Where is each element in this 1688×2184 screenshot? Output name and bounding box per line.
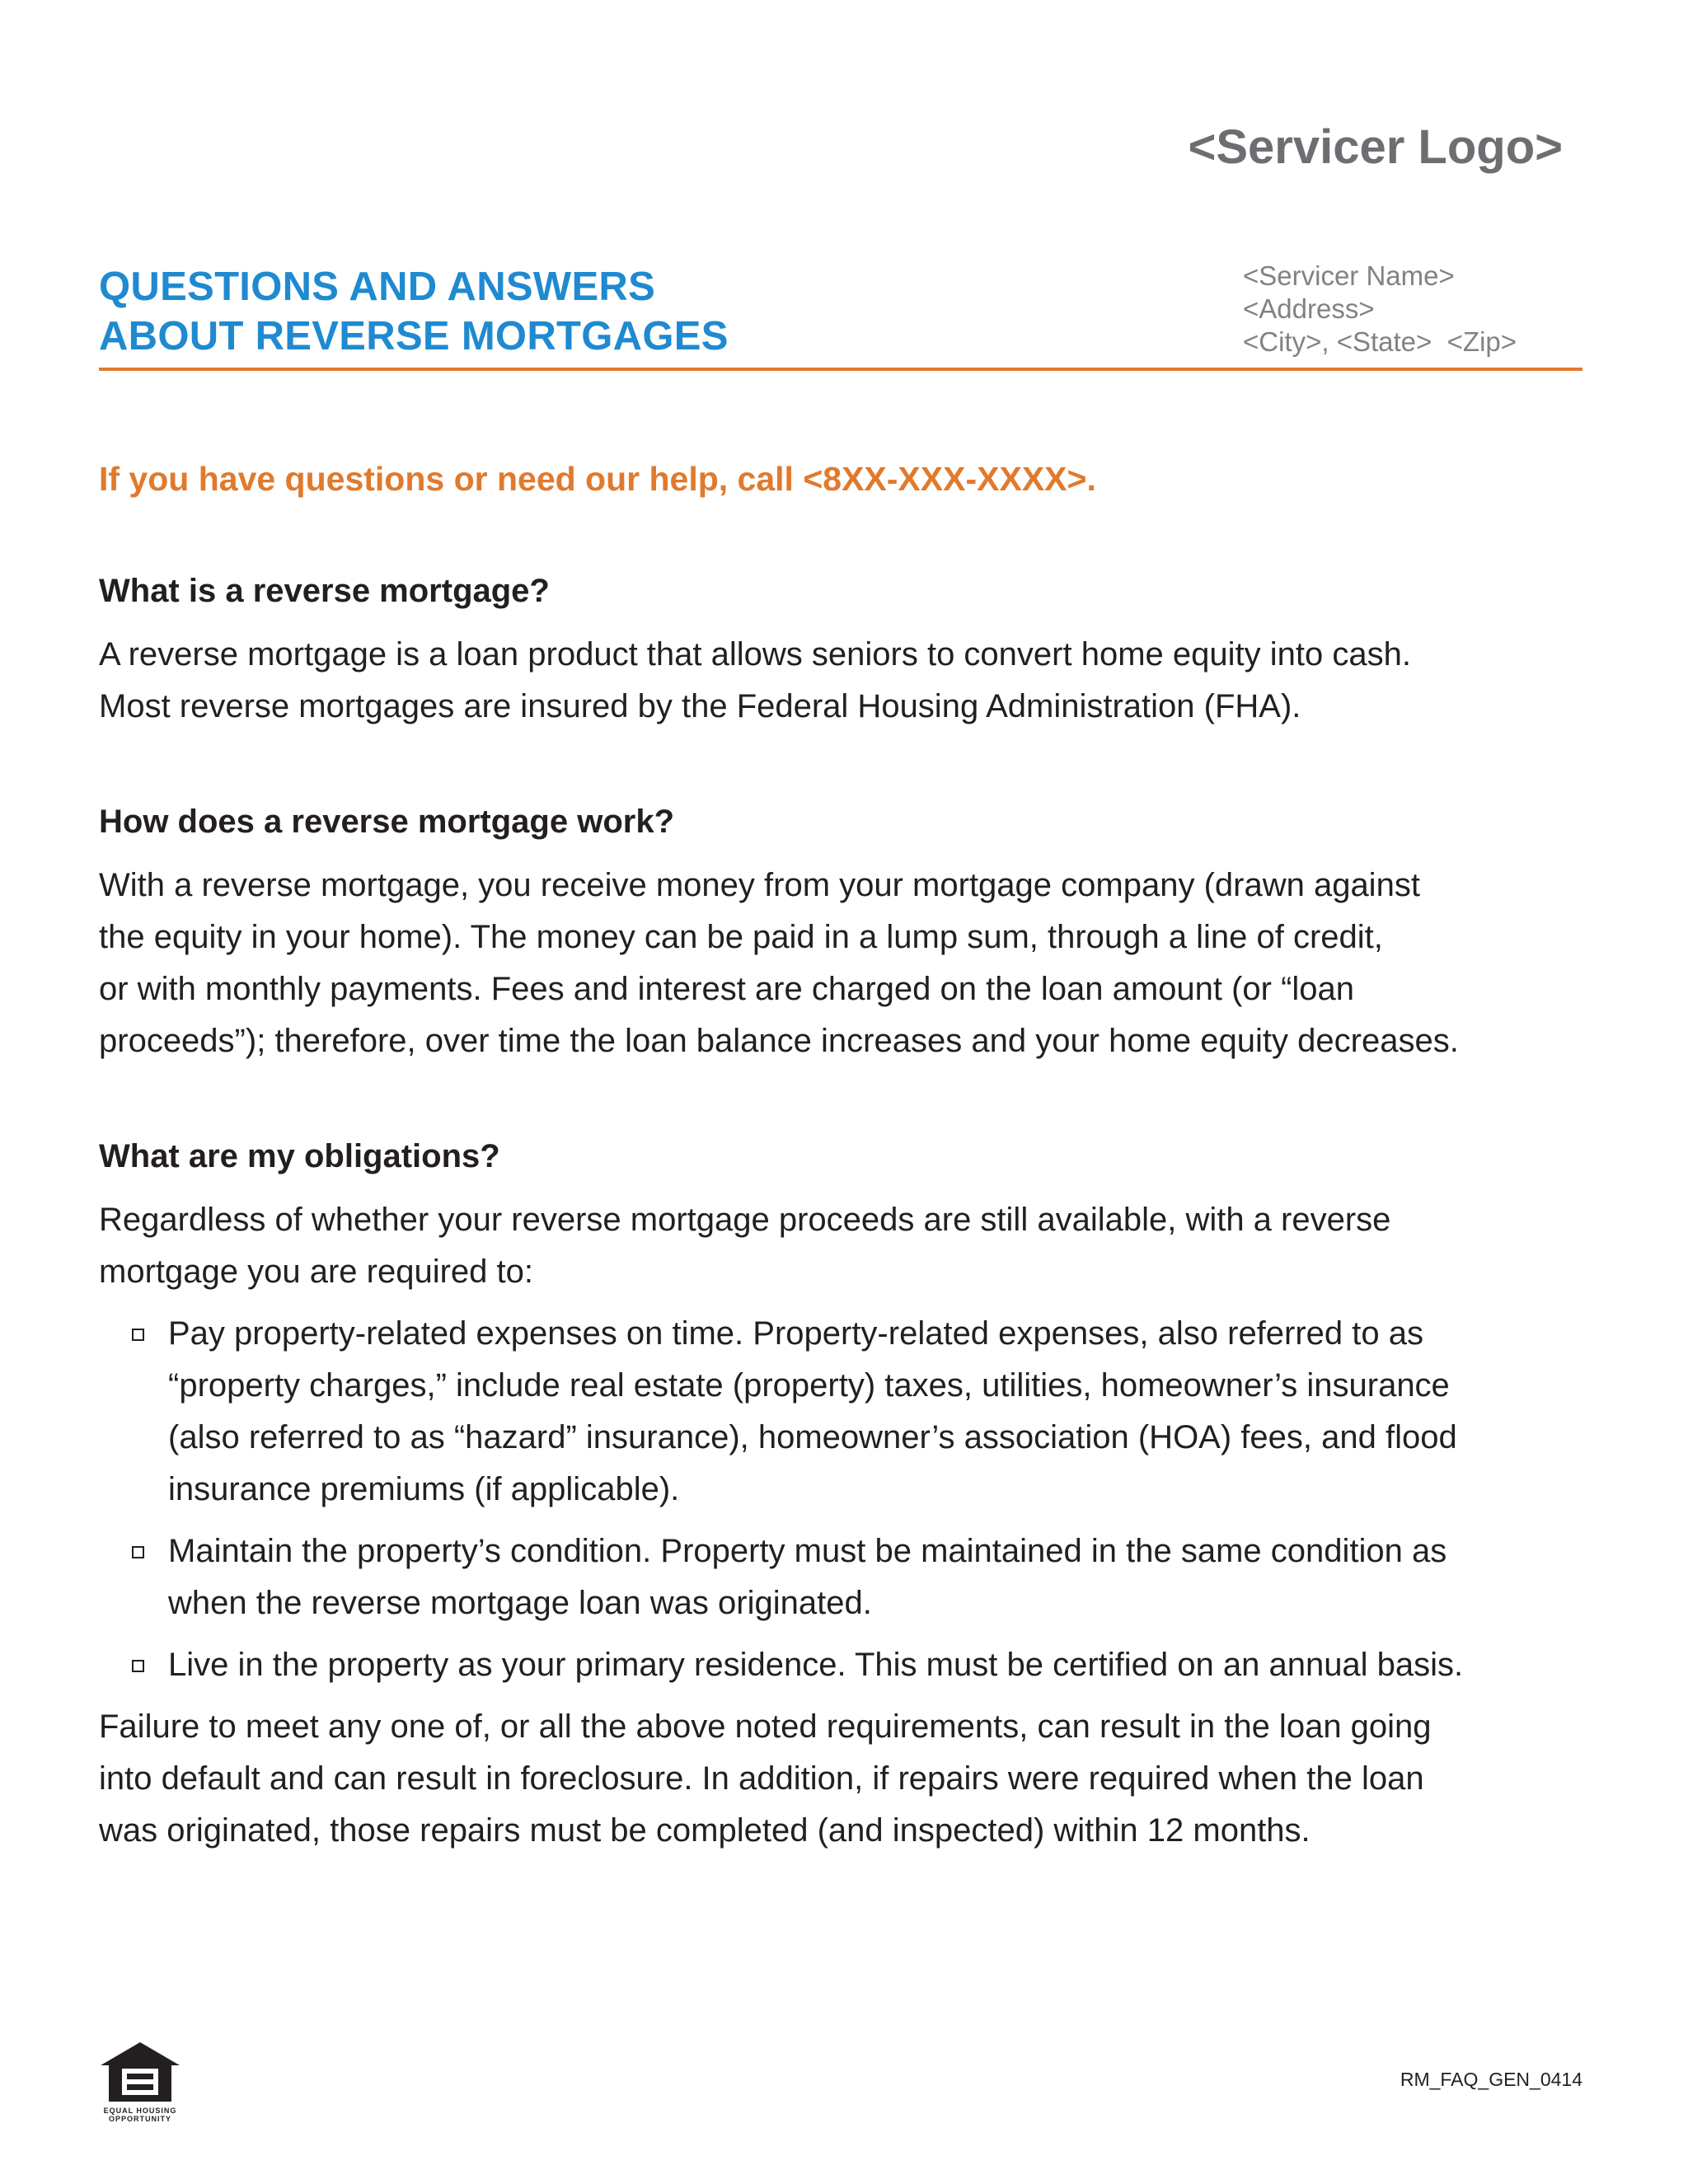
answer-line: into default and can result in foreclosure. In addition, if repairs were required when the loan [99,1760,1424,1797]
list-item-line: “property charges,” include real estate (property) taxes, utilities, homeowner’s insurance [168,1367,1450,1404]
answer-line: With a reverse mortgage, you receive money from your mortgage company (drawn against [99,867,1420,903]
answer-line: proceeds”); therefore, over time the loan balance increases and your home equity decreases. [99,1023,1459,1059]
list-item-line: Live in the property as your primary residence. This must be certified on an annual basis. [168,1647,1464,1683]
document-title-line-1: QUESTIONS AND ANSWERS [99,265,656,309]
answer-line: Failure to meet any one of, or all the above noted requirements, can result in the loan going [99,1708,1432,1745]
document-title-line-2: ABOUT REVERSE MORTGAGES [99,314,729,359]
servicer-logo-placeholder: <Servicer Logo> [1188,120,1563,174]
list-item [168,1308,1591,1516]
document-code: RM_FAQ_GEN_0414 [1400,2069,1582,2090]
servicer-name: <Servicer Name> [1243,260,1455,291]
faq-answer [99,629,1591,733]
eho-text-line-2: OPPORTUNITY [108,2115,171,2123]
header-divider [99,368,1582,371]
faq-section-how-works [99,795,1591,1067]
faq-question: What is a reverse mortgage? [99,573,550,609]
answer-line: Regardless of whether your reverse mortgage proceeds are still available, with a reverse [99,1202,1391,1238]
answer-line: Most reverse mortgages are insured by the Federal Housing Administration (FHA). [99,688,1301,724]
eho-text-line-1: EQUAL HOUSING [103,2107,177,2115]
faq-question: How does a reverse mortgage work? [99,804,675,840]
faq-answer [99,860,1591,1067]
servicer-address-block [1243,260,1517,359]
checkbox-square-icon [132,1660,144,1672]
list-item-line: insurance premiums (if applicable). [168,1471,680,1507]
equal-housing-logo [97,2041,183,2123]
servicer-street: <Address> [1243,293,1375,324]
list-item-line: Maintain the property’s condition. Property must be maintained in the same condition as [168,1533,1447,1569]
list-item [168,1526,1591,1629]
obligations-list [99,1308,1591,1691]
equal-housing-house-icon [99,2041,181,2103]
faq-content [99,565,1591,1919]
faq-section-obligations [99,1130,1591,1857]
faq-section-what-is [99,565,1591,733]
checkbox-square-icon [132,1329,144,1341]
document-title [99,262,729,361]
list-item-line: (also referred to as “hazard” insurance), homeowner’s association (HOA) fees, and flood [168,1419,1457,1455]
answer-line: the equity in your home). The money can be paid in a lump sum, through a line of credit, [99,919,1383,955]
answer-line: A reverse mortgage is a loan product that allows seniors to convert home equity into cash. [99,636,1411,673]
answer-line: or with monthly payments. Fees and interest are charged on the loan amount (or “loan [99,971,1355,1007]
answer-line: mortgage you are required to: [99,1254,533,1290]
list-item-line: when the reverse mortgage loan was originated. [168,1585,872,1621]
checkbox-square-icon [132,1546,144,1558]
list-item [168,1639,1591,1691]
faq-question: What are my obligations? [99,1138,500,1174]
help-callout: If you have questions or need our help, call <8XX-XXX-XXXX>. [99,460,1096,498]
faq-answer-intro [99,1194,1591,1298]
servicer-city-state-zip: <City>, <State> <Zip> [1243,326,1517,357]
list-item-line: Pay property-related expenses on time. Property-related expenses, also referred to as [168,1315,1424,1352]
answer-line: was originated, those repairs must be completed (and inspected) within 12 months. [99,1812,1311,1849]
obligations-closing [99,1701,1591,1857]
